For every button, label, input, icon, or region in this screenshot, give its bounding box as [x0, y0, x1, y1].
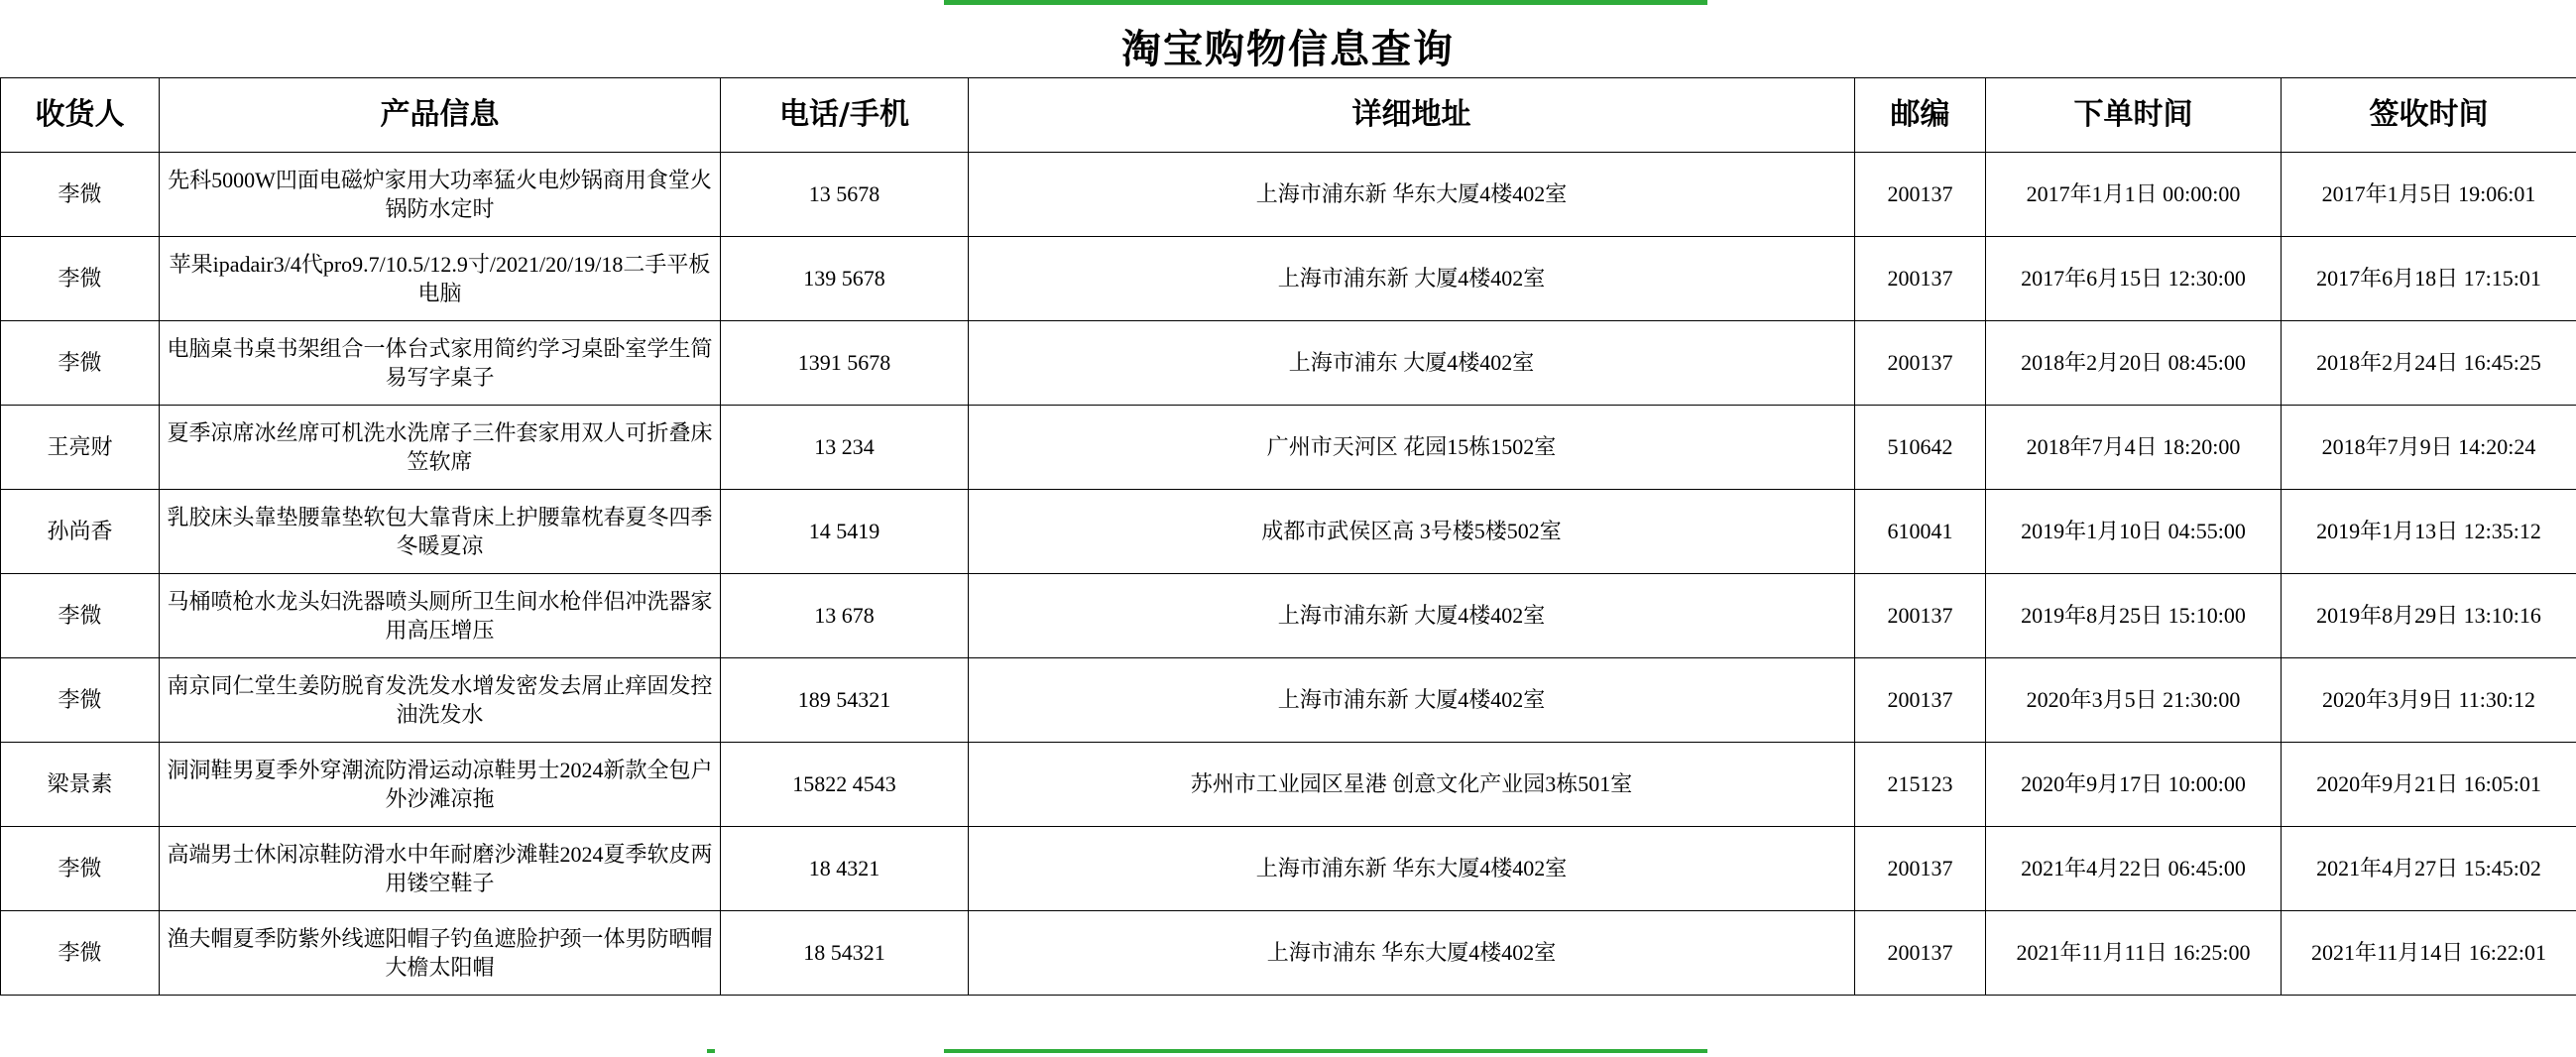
- cell-product: 洞洞鞋男夏季外穿潮流防滑运动凉鞋男士2024新款全包户外沙滩凉拖: [160, 743, 721, 827]
- cell-zip: 200137: [1855, 574, 1986, 658]
- table-row: [1, 321, 2576, 406]
- masked-address: 上海市浦东新 华东大厦4楼402室: [1255, 856, 1568, 881]
- masked-address: 上海市浦东新 大厦4楼402室: [1277, 603, 1546, 629]
- table-row: [1, 743, 2576, 827]
- cell-phone: [721, 658, 969, 743]
- masked-address: 上海市浦东新 大厦4楼402室: [1277, 687, 1546, 713]
- cell-product: 渔夫帽夏季防紫外线遮阳帽子钓鱼遮脸护颈一体男防晒帽大檐太阳帽: [160, 911, 721, 996]
- cell-receiver: 王亮财: [1, 406, 160, 490]
- cell-phone: [721, 153, 969, 237]
- cell-zip: 200137: [1855, 911, 1986, 996]
- cell-product: 先科5000W凹面电磁炉家用大功率猛火电炒锅商用食堂火锅防水定时: [160, 153, 721, 237]
- cell-address: [969, 153, 1855, 237]
- cell-product: 电脑桌书桌书架组合一体台式家用简约学习桌卧室学生简易写字桌子: [160, 321, 721, 406]
- column-header-receiver: 收货人: [1, 78, 160, 153]
- column-header-zip: 邮编: [1855, 78, 1986, 153]
- cell-receiver: 孙尚香: [1, 490, 160, 574]
- masked-phone: 13 678: [814, 603, 875, 629]
- cell-order-time: 2021年11月11日 16:25:00: [1986, 911, 2282, 996]
- cell-zip: 200137: [1855, 153, 1986, 237]
- cell-order-time: 2019年8月25日 15:10:00: [1986, 574, 2282, 658]
- cell-receiver: 李微: [1, 911, 160, 996]
- cell-receiver: 李微: [1, 237, 160, 321]
- cell-phone: [721, 321, 969, 406]
- table-row: [1, 406, 2576, 490]
- page-title: 淘宝购物信息查询: [1121, 26, 1455, 72]
- table-row: [1, 827, 2576, 911]
- cell-zip: 215123: [1855, 743, 1986, 827]
- cell-zip: 610041: [1855, 490, 1986, 574]
- masked-address: 上海市浦东 大厦4楼402室: [1288, 350, 1535, 376]
- table-row: [1, 911, 2576, 996]
- column-header-order-time: 下单时间: [1986, 78, 2282, 153]
- cell-phone: [721, 237, 969, 321]
- column-header-sign-time: 签收时间: [2282, 78, 2576, 153]
- cell-sign-time: 2020年9月21日 16:05:01: [2282, 743, 2576, 827]
- masked-phone: 189 54321: [797, 687, 891, 713]
- cell-receiver: 李微: [1, 321, 160, 406]
- masked-phone: 18 4321: [808, 856, 880, 881]
- cell-phone: [721, 827, 969, 911]
- cell-address: [969, 490, 1855, 574]
- column-header-address: 详细地址: [969, 78, 1855, 153]
- cell-zip: 510642: [1855, 406, 1986, 490]
- cell-address: [969, 321, 1855, 406]
- cell-sign-time: 2019年1月13日 12:35:12: [2282, 490, 2576, 574]
- cell-sign-time: 2021年4月27日 15:45:02: [2282, 827, 2576, 911]
- cell-product: 南京同仁堂生姜防脱育发洗发水增发密发去屑止痒固发控油洗发水: [160, 658, 721, 743]
- cell-phone: [721, 490, 969, 574]
- cell-address: [969, 827, 1855, 911]
- cell-phone: [721, 406, 969, 490]
- table-row: [1, 237, 2576, 321]
- orders-table: [0, 77, 2576, 996]
- bottom-accent-segment: [707, 1049, 715, 1053]
- table-row: [1, 658, 2576, 743]
- cell-order-time: 2019年1月10日 04:55:00: [1986, 490, 2282, 574]
- cell-receiver: 李微: [1, 658, 160, 743]
- cell-address: [969, 406, 1855, 490]
- cell-order-time: 2017年1月1日 00:00:00: [1986, 153, 2282, 237]
- cell-product: 夏季凉席冰丝席可机洗水洗席子三件套家用双人可折叠床笠软席: [160, 406, 721, 490]
- masked-phone: 1391 5678: [797, 350, 891, 376]
- cell-receiver: 李微: [1, 153, 160, 237]
- bottom-accent-bar: [944, 1049, 1707, 1053]
- cell-order-time: 2017年6月15日 12:30:00: [1986, 237, 2282, 321]
- cell-order-time: 2020年9月17日 10:00:00: [1986, 743, 2282, 827]
- table-row: [1, 574, 2576, 658]
- cell-address: [969, 237, 1855, 321]
- cell-sign-time: 2018年2月24日 16:45:25: [2282, 321, 2576, 406]
- cell-order-time: 2018年7月4日 18:20:00: [1986, 406, 2282, 490]
- cell-sign-time: 2021年11月14日 16:22:01: [2282, 911, 2576, 996]
- cell-phone: [721, 574, 969, 658]
- cell-address: [969, 911, 1855, 996]
- cell-product: 苹果ipadair3/4代pro9.7/10.5/12.9寸/2021/20/19/18二手平板电脑: [160, 237, 721, 321]
- table-header-row: [1, 78, 2576, 153]
- top-accent-bar: [944, 0, 1707, 5]
- masked-address: 上海市浦东新 大厦4楼402室: [1277, 266, 1546, 292]
- cell-order-time: 2020年3月5日 21:30:00: [1986, 658, 2282, 743]
- masked-phone: 139 5678: [803, 266, 885, 292]
- cell-sign-time: 2017年6月18日 17:15:01: [2282, 237, 2576, 321]
- cell-sign-time: 2017年1月5日 19:06:01: [2282, 153, 2576, 237]
- masked-address: 广州市天河区 花园15栋1502室: [1266, 434, 1557, 460]
- cell-zip: 200137: [1855, 827, 1986, 911]
- cell-zip: 200137: [1855, 321, 1986, 406]
- cell-address: [969, 743, 1855, 827]
- cell-receiver: 李微: [1, 827, 160, 911]
- cell-sign-time: 2020年3月9日 11:30:12: [2282, 658, 2576, 743]
- cell-phone: [721, 743, 969, 827]
- cell-sign-time: 2019年8月29日 13:10:16: [2282, 574, 2576, 658]
- cell-address: [969, 574, 1855, 658]
- table-row: [1, 490, 2576, 574]
- masked-address: 上海市浦东 华东大厦4楼402室: [1266, 940, 1557, 966]
- masked-phone: 13 5678: [808, 181, 880, 207]
- cell-product: 高端男士休闲凉鞋防滑水中年耐磨沙滩鞋2024夏季软皮两用镂空鞋子: [160, 827, 721, 911]
- column-header-phone: 电话/手机: [721, 78, 969, 153]
- cell-zip: 200137: [1855, 658, 1986, 743]
- cell-order-time: 2018年2月20日 08:45:00: [1986, 321, 2282, 406]
- orders-table-container: [0, 77, 2576, 996]
- masked-address: 成都市武侯区高 3号楼5楼502室: [1261, 519, 1562, 544]
- masked-phone: 13 234: [814, 434, 875, 460]
- cell-phone: [721, 911, 969, 996]
- masked-phone: 14 5419: [808, 519, 880, 544]
- cell-address: [969, 658, 1855, 743]
- masked-phone: 15822 4543: [792, 771, 896, 797]
- column-header-product: 产品信息: [160, 78, 721, 153]
- cell-sign-time: 2018年7月9日 14:20:24: [2282, 406, 2576, 490]
- cell-product: 马桶喷枪水龙头妇洗器喷头厕所卫生间水枪伴侣冲洗器家用高压增压: [160, 574, 721, 658]
- cell-receiver: 李微: [1, 574, 160, 658]
- masked-phone: 18 54321: [803, 940, 885, 966]
- masked-address: 上海市浦东新 华东大厦4楼402室: [1255, 181, 1568, 207]
- masked-address: 苏州市工业园区星港 创意文化产业园3栋501室: [1190, 771, 1633, 797]
- table-row: [1, 153, 2576, 237]
- cell-receiver: 梁景素: [1, 743, 160, 827]
- cell-order-time: 2021年4月22日 06:45:00: [1986, 827, 2282, 911]
- cell-zip: 200137: [1855, 237, 1986, 321]
- cell-product: 乳胶床头靠垫腰靠垫软包大靠背床上护腰靠枕春夏冬四季冬暖夏凉: [160, 490, 721, 574]
